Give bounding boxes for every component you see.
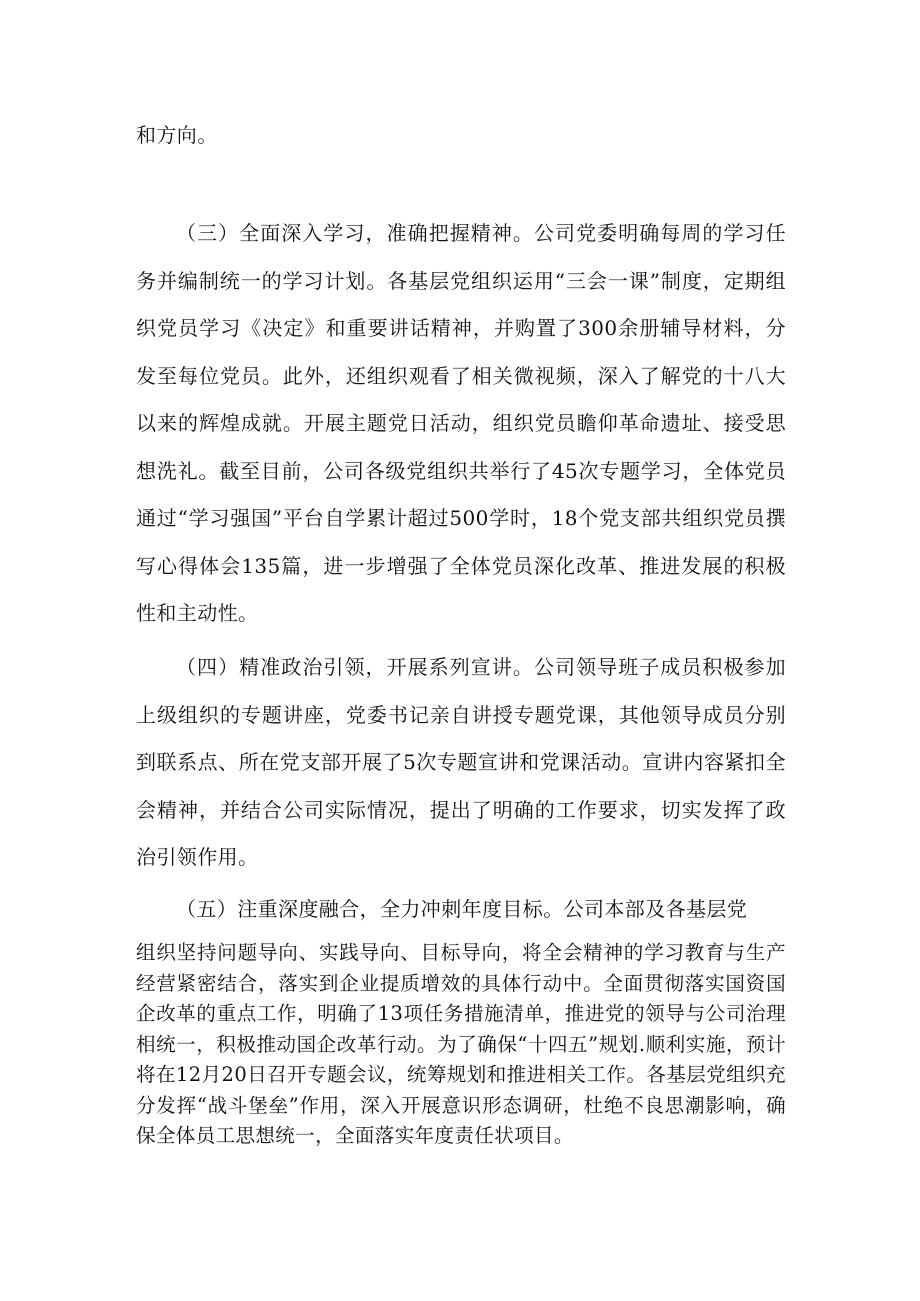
paragraph-continuation: 和方向。 <box>136 123 218 147</box>
paragraph-section-three: （三）全面深入学习，准确把握精神。公司党委明确每周的学习任务并编制统一的学习计划。各基层党组织运用“三会一课”制度，定期组织党员学习《决定》和重要讲话精神，并购置了300余册辅导材料，分发至每位党员。此外，还组织观看了相关微视频，深入了解党的十八大以来的辉煌成就。开展主题党日活动，组织党员瞻仰革命遗址、接受思想洗礼。截至目前，公司各级党组织共举行了45次专题学习，全体党员通过“学习强国”平台自学累计超过500学时，18个党支部共组织党员撰写心得体会135篇，进一步增强了全体党员深化改革、推进发展的积极性和主动性。 <box>136 221 786 625</box>
paragraph-section-five-body: 组织坚持问题导向、实践导向、目标导向，将全会精神的学习教育与生产经营紧密结合，落实到企业提质增效的具体行动中。全面贯彻落实国资国企改革的重点工作，明确了13项任务措施清单，推进党的领导与公司治理相统一，积极推动国企改革行动。为了确保“十四五”规划.顺利实施，预计将在12月20日召开专题会议，统筹规划和推进相关工作。各基层党组织充分发挥“战斗堡垒”作用，深入开展意识形态调研，杜绝不良思潮影响，确保全体员工思想统一，全面落实年度责任状项目。 <box>136 941 786 1147</box>
paragraph-section-five-heading: （五）注重深度融合，全力冲刺年度目标。公司本部及各基层党 <box>176 897 748 921</box>
paragraph-section-four: （四）精准政治引领，开展系列宣讲。公司领导班子成员积极参加上级组织的专题讲座，党委书记亲自讲授专题党课，其他领导成员分别到联系点、所在党支部开展了5次专题宣讲和党课活动。宣讲内容紧扣全会精神，并结合公司实际情况，提出了明确的工作要求，切实发挥了政治引领作用。 <box>136 655 786 869</box>
